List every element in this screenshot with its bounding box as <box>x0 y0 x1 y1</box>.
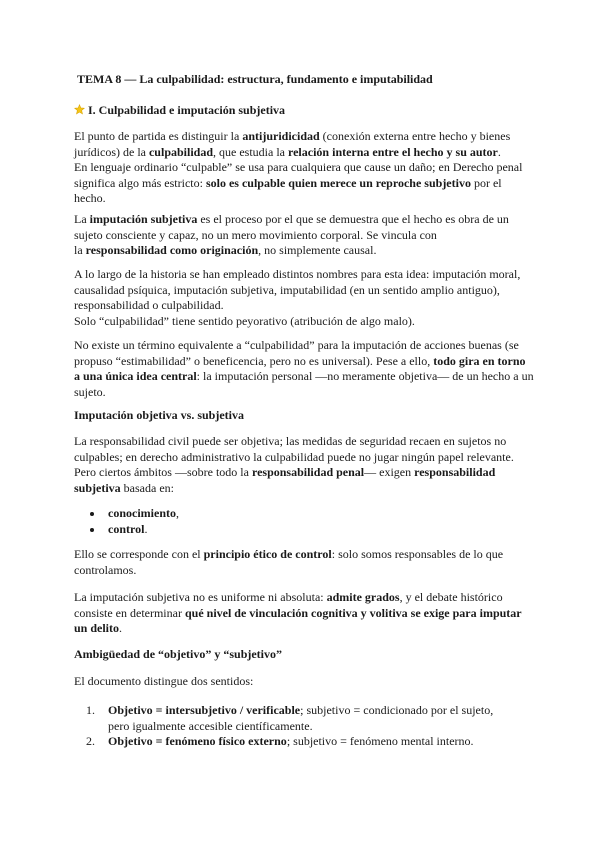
list-item <box>88 522 528 538</box>
text: ; subjetivo = fenómeno mental interno. <box>286 734 474 748</box>
text: por el hecho. <box>74 175 502 205</box>
document-title: TEMA 8 — La culpabilidad: estructura, fundamento e imputabilidad <box>77 72 433 86</box>
paragraph-2 <box>74 212 534 259</box>
text: : solo somos responsables de lo que controlamos. <box>74 547 504 577</box>
text: — exigen <box>364 465 415 479</box>
section-heading-2: Imputación objetiva vs. subjetiva <box>74 408 245 422</box>
bold-text: qué nivel de vinculación cognitiva y volitiva se exige para imputar un delito <box>74 605 522 635</box>
text: En lenguaje ordinario “culpable” se usa para cualquiera que cause un daño; en Derecho penal significa algo más estricto: <box>74 160 523 190</box>
bold-text: culpabilidad <box>148 144 214 159</box>
text: , que estudia la <box>213 144 288 159</box>
text: El punto de partida es distinguir la <box>74 129 243 143</box>
text: La imputación subjetiva no es uniforme ni absoluta: <box>74 590 327 604</box>
bold-text: antijuridicidad <box>242 129 320 143</box>
star-icon <box>74 104 85 115</box>
paragraph-1 <box>74 129 534 207</box>
text: No existe un término equivalente a “culpabilidad” para la imputación de acciones buenas (se propuso “estimabilidad” o beneficencia, pero no es universal). Pese a ello, <box>74 338 519 368</box>
paragraph-6 <box>74 547 534 578</box>
bold-text: relación interna entre el hecho y su autor <box>288 144 498 159</box>
section-heading-1 <box>74 103 534 119</box>
list-item <box>86 703 504 734</box>
list-number: 1. <box>86 703 95 717</box>
paragraph-8: El documento distingue dos sentidos: <box>74 674 254 688</box>
text: es el proceso por el que se demuestra que el hecho es obra de un sujeto consciente y capaz, no un mero movimiento corporal. Se vincula con <box>74 212 509 242</box>
bold-text: imputación subjetiva <box>89 212 198 226</box>
paragraph-4 <box>74 338 534 400</box>
list-item <box>88 506 528 522</box>
text: ; subjetivo = condicionado por el sujeto, pero igualmente accesible científicamente. <box>108 703 494 733</box>
text: La responsabilidad civil puede ser objetiva; las medidas de seguridad recaen en sujetos no culpables; en derecho administrativo la culpabilidad puede no jugar ningún papel relevante. Pero ciertos ámbitos —sobre todo la <box>74 434 514 479</box>
text: . <box>497 144 501 159</box>
section-heading-1-text: I. Culpabilidad e imputación subjetiva <box>88 103 286 117</box>
text: . <box>144 521 148 536</box>
bullet-list <box>88 506 528 537</box>
bold-text: responsabilidad penal <box>251 465 365 479</box>
bold-text: responsabilidad como originación <box>85 243 259 257</box>
text: , y el debate histórico consiste en determinar <box>74 590 503 620</box>
bold-text: control <box>108 521 145 536</box>
text: (conexión externa entre hecho y bienes jurídicos) de la <box>74 129 511 159</box>
bold-text: admite grados <box>326 590 400 604</box>
text: Ello se corresponde con el <box>74 547 204 561</box>
text: Solo “culpabilidad” tiene sentido peyorativo (atribución de algo malo). <box>74 313 415 328</box>
bold-text: responsabilidad subjetiva <box>74 465 496 495</box>
bold-text: conocimiento <box>108 506 176 520</box>
bold-text: principio ético de control <box>203 547 332 561</box>
text: , no simplemente causal. <box>258 243 377 257</box>
text: : la imputación personal —no meramente objetiva— de un hecho a un sujeto. <box>74 369 534 399</box>
bullet-icon <box>90 512 94 516</box>
text: A lo largo de la historia se han empleado distintos nombres para esta idea: imputación moral, causalidad psíquica, imputación subjetiva, imputabilidad (en un sentido amplio antiguo), responsabilidad o culpabilidad. <box>74 267 521 312</box>
bold-text: solo es culpable quien merece un reproche subjetivo <box>205 175 471 190</box>
bold-text: Objetivo = intersubjetivo / verificable <box>108 703 301 717</box>
text: basada en: <box>120 480 174 495</box>
bold-text: todo gira en torno a una única idea central <box>74 353 526 383</box>
bullet-icon <box>90 528 94 532</box>
section-heading-3: Ambigüedad de “objetivo” y “subjetivo” <box>74 647 283 661</box>
paragraph-5 <box>74 434 534 496</box>
text: . <box>119 621 123 635</box>
paragraph-3 <box>74 267 534 329</box>
text: , <box>176 506 179 520</box>
list-number: 2. <box>86 734 95 748</box>
list-item <box>86 734 504 750</box>
paragraph-7 <box>74 590 534 637</box>
bold-text: Objetivo = fenómeno físico externo <box>108 734 287 748</box>
numbered-list <box>86 703 504 750</box>
text: la <box>74 243 86 257</box>
text: La <box>74 212 90 226</box>
